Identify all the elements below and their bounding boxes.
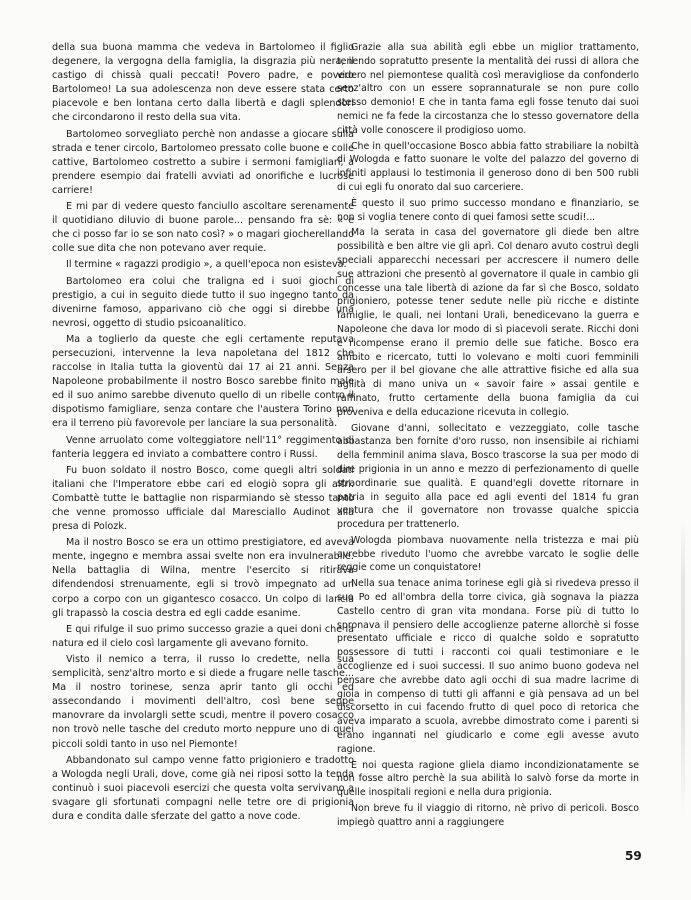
paragraph: Nella sua tenace anima torinese egli già si rivedeva presso il suo Po ed all'ombra della torre civica, già sognava la piazza Castello centro di gran vita mondana. Forse più di tutto lo spronava il pensiero delle accoglienze paterne allorchè si fosse presentato ufficiale e ricco di qualche soldo e sopratutto possessore di tutti i racconti coi quali testimoniare e le accoglienze ed i suoi successi. Il suo animo buono godeva nel pensare che avrebbe dato agli occhi di sua madre lacrime di gioia in compenso di tutti gli affanni e già pensava ad un bel discorsetto in cui facendo frutto di quel poco di retorica che aveva imparato a scuola, avrebbe dimostrato come i parenti si erano ingannati nel giudicarlo e come egli avesse avuto ragione. bbox=[337, 578, 639, 755]
paragraph: Giovane d'anni, sollecitato e vezzeggiato, colle tasche abbastanza ben fornite d'oro russo, non insensibile ai richiami della femminil anima slava, Bosco trascorse la sua per modo di dire prigionia in un anno e mezzo di perfezionamento di quelle straordinarie sue qualità. E quand'egli dovette ritornare in patria in seguito alla pace ed agli eventi del 1814 fu gran ventura che il governatore non trovasse qualche spiccia procedura per trattenerlo. bbox=[337, 422, 639, 531]
page-number: 59 bbox=[625, 849, 642, 863]
paragraph: E noi questa ragione gliela diamo incondizionatamente se non fosse altro perchè la sua abilità lo salvò forse da morte in quelle inospitali regioni e nella dura prigionia. bbox=[337, 759, 639, 799]
paragraph: Abbandonato sul campo venne fatto prigioniero e tradotto a Wologda negli Urali, dove, come già nei riposi sotto la tenda continuò i suoi piacevoli esercizi che questa volta servivano a svagare gli sfortunati compagni nelle tetre ore di prigionia dura e condita dalle sferzate del gatto a nove code. bbox=[52, 754, 354, 822]
paragraph: Grazie alla sua abilità egli ebbe un miglior trattamento, tenendo sopratutto presente la mentalità dei russi di allora che videro nel piemontese qualità così meravigliose da confonderlo senz'altro con un essere soprannaturale se non pure collo stesso demonio! E che in tanta fama egli fosse tenuto dai suoi nemici ne fa fede la circostanza che lo stesso governatore della città volle conoscere il prodigioso uomo. bbox=[337, 42, 639, 136]
paragraph: Wologda piombava nuovamente nella tristezza e mai più avrebbe riveduto l'uomo che avrebbe varcato le soglie delle reggie come un conquistatore! bbox=[337, 534, 639, 574]
paragraph: Che in quell'occasione Bosco abbia fatto strabiliare la nobiltà di Wologda e fatto suonare le volte del palazzo del governo di infiniti applausi lo testimonia il generoso dono di ben 500 rubli di cui egli fu onorato dal suo carceriere. bbox=[337, 140, 639, 193]
paragraph: E mi par di vedere questo fanciullo ascoltare serenamente il quotidiano diluvio di buone parole... pensando fra sè: « e che ci posso far io se son nato così? » o magari giocherellando colle sue dita che non potevano aver requie. bbox=[52, 201, 354, 255]
page-edge-shadow bbox=[681, 520, 685, 820]
paragraph: Ma a toglierlo da queste che egli certamente reputava persecuzioni, intervenne la leva napoletana del 1812 che raccolse in Italia tutta la gioventù dai 17 ai 21 anni. Senza Napoleone probabilmente il nostro Bosco sarebbe finito male ed il suo animo sarebbe divenuto quello di un ribelle contro il dispotismo famigliare, senza contare che l'austera Torino non era il terreno più favorevole per lanciare la sua personalità. bbox=[52, 333, 354, 430]
paragraph: È questo il suo primo successo mondano e finanziario, se non si voglia tenere conto di quei famosi sette scudi!... bbox=[337, 197, 639, 223]
paragraph: Bartolomeo era colui che traligna ed i suoi giochi di prestigio, a cui in seguito diede tutto il suo ingegno tanto da divenirne famoso, apparivano ciò che oggi si direbbe una nevrosi, oggetto di studio psicoanalitico. bbox=[52, 275, 354, 329]
paragraph: Ma la serata in casa del governatore gli diede ben altre possibilità e ben altre vie gli aprì. Col denaro avuto costruì degli speciali apparecchi necessari per accrescere il numero delle sue attrazioni che presentò al governatore il quale in cambio gli concesse una tale libertà di azione da far sì che Bosco, soldato prigioniero, potesse tener sedute nelle più ricche e distinte famiglie, le quali, nei lontani Urali, benedicevano la guerra e Napoleone che dava lor modo di sì piacevoli serate. Ricchi doni e ricompense erano il premio delle sue fatiche. Bosco era ambito e ricercato, tutti lo volevano e molti cuori femminili arsero per il bel giovane che alle attrattive fisiche ed alla sua agilità di mano univa un « savoir faire » assai gentile e raffinato, frutto certamente della buona famiglia da cui proveniva e della educazione ricevuta in collegio. bbox=[337, 227, 639, 418]
paragraph: Ma il nostro Bosco se era un ottimo prestigiatore, ed aveva mente, ingegno e membra assai svelte non era invulnerabile. Nella battaglia di Wilna, mentre l'esercito si ritirava difendendosi strenuamente, egli si trovò impegnato ad un corpo a corpo con un gigantesco cosacco. Un colpo di lancia gli trapassò la coscia destra ed egli cadde esanime. bbox=[52, 537, 354, 619]
paragraph: della sua buona mamma che vedeva in Bartolomeo il figlio degenere, la vergogna della famiglia, la disgrazia più nera, il castigo di chissà quali peccati! Povero padre, e povero Bartolomeo! La sua adolescenza non deve essere stata certo piacevole e ben lontana certo dalla libertà e dagli splendori che circondarono il resto della sua vita. bbox=[52, 42, 354, 124]
paragraph: Fu buon soldato il nostro Bosco, come quegli altri soldati italiani che l'Imperatore ebbe cari ed elogiò sopra gli altri. Combattè tutte le battaglie non risparmiando sè stesso tanto che venne promosso ufficiale dal Maresciallo Audinot alla presa di Polozk. bbox=[52, 464, 354, 533]
paragraph: Il termine « ragazzi prodigio », a quell'epoca non esisteva. bbox=[66, 259, 347, 271]
right-column bbox=[337, 41, 639, 832]
paragraph: Bartolomeo sorvegliato perchè non andasse a giocare sulla strada e tener circolo, Bartolomeo pressato colle buone e colle cattive, Bartolomeo costretto a subire i sermoni famigliari, a prendere esempio dai fratelli avviati ad onorifiche e lucrose carriere! bbox=[52, 128, 354, 196]
left-column bbox=[52, 41, 354, 826]
paragraph: Venne arruolato come volteggiatore nell'11° reggimento di fanteria leggera ed inviato a combattere contro i Russi. bbox=[52, 434, 354, 460]
paragraph: E qui rifulge il suo primo successo grazie a quei doni che la natura ed il cielo così largamente gli avevano fornito. bbox=[52, 623, 354, 649]
paragraph: Visto il nemico a terra, il russo lo credette, nella sua semplicità, senz'altro morto e si diede a frugare nelle tasche... Ma il nostro torinese, senza aprir tanto gli occhi ed assecondando i movimenti dell'altro, così bene seppe manovrare da involargli sette scudi, mentre il povero cosacco non trovò nelle tasche del creduto morto neppure uno di quei piccoli soldi tanto in uso nel Piemonte! bbox=[52, 653, 354, 750]
paragraph: Non breve fu il viaggio di ritorno, nè privo di pericoli. Bosco impiegò quattro anni a raggiungere bbox=[337, 803, 639, 828]
